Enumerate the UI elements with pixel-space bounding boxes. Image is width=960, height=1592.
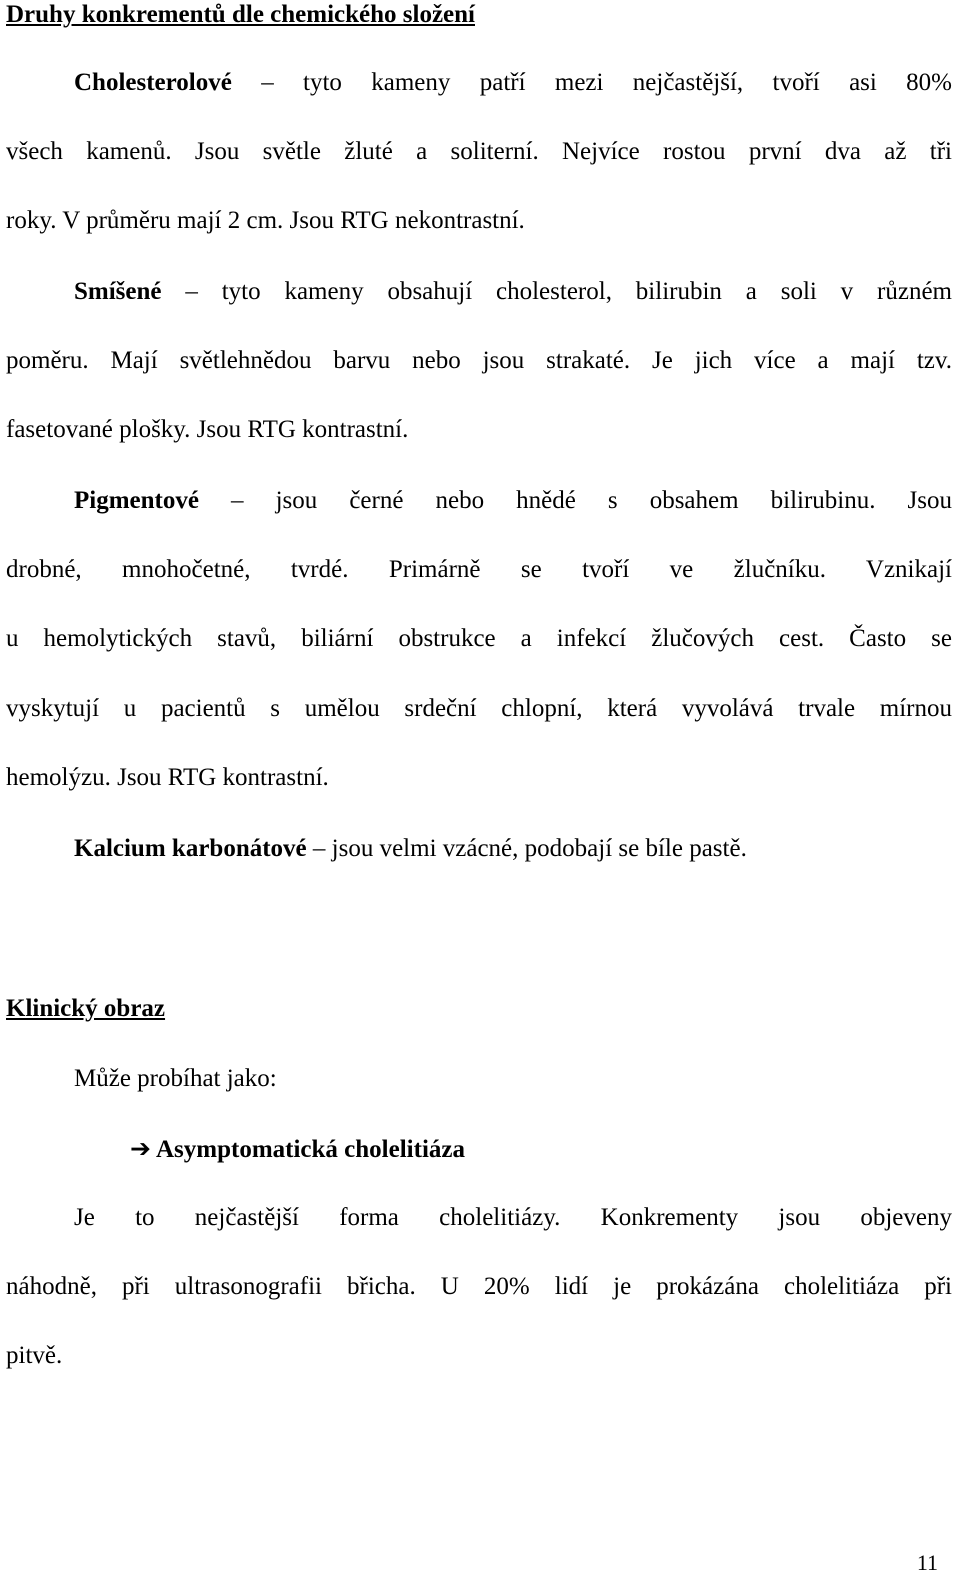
paragraph-cholesterol-line-3: roky. V průměru mají 2 cm. Jsou RTG nekontrastní. [6,207,525,234]
paragraph-cholesterol-line-1 [74,68,952,98]
term-calcium: Kalcium karbonátové [74,835,307,862]
paragraph-pigment-line-2: drobné, mnohočetné, tvrdé. Primárně se tvoří ve žlučníku. Vznikají [6,556,952,583]
paragraph-mixed-line-3: fasetované plošky. Jsou RTG kontrastní. [6,416,409,443]
term-mixed: Smíšené [74,278,162,305]
paragraph-pigment-line-5: hemolýzu. Jsou RTG kontrastní. [6,764,329,791]
paragraph-asymptomatic-line-3: pitvě. [6,1342,63,1369]
paragraph-asymptomatic-line-2: náhodně, při ultrasonografii břicha. U 20% lidí je prokázána cholelitiáza při [6,1273,952,1300]
section-heading-chemical-types: Druhy konkrementů dle chemického složení [6,1,475,28]
paragraph-pigment-line-4: vyskytují u pacientů s umělou srdeční chlopní, která vyvolává trvale mírnou [6,695,952,722]
paragraph-pigment-line-1 [74,486,952,516]
text-calcium-1: – jsou velmi vzácné, podobají se bíle pastě. [312,835,747,862]
text-mixed-1: – tyto kameny obsahují cholesterol, bilirubin a soli v různém [185,278,953,305]
page-number: 11 [916,1550,938,1575]
paragraph-mixed-line-1 [74,277,952,307]
text-cholesterol-1: – tyto kameny patří mezi nejčastější, tvoří asi 80% [261,69,952,96]
clinical-intro: Může probíhat jako: [74,1065,277,1092]
term-cholesterol: Cholesterolové [74,69,232,96]
right-arrow-icon: ➔ [130,1134,151,1163]
paragraph-cholesterol-line-2: všech kamenů. Jsou světle žluté a soliterní. Nejvíce rostou první dva až tři [6,138,952,165]
paragraph-calcium-line-1 [74,834,952,864]
list-item-asymptomatic-label: Asymptomatická cholelitiáza [156,1136,465,1163]
text-pigment-1: – jsou černé nebo hnědé s obsahem bilirubinu. Jsou [231,487,952,514]
paragraph-asymptomatic-line-1: Je to nejčastější forma cholelitiázy. Konkrementy jsou objeveny [74,1204,952,1231]
section-heading-clinical-picture: Klinický obraz [6,995,166,1022]
paragraph-pigment-line-3: u hemolytických stavů, biliární obstrukce a infekcí žlučových cest. Často se [6,625,952,652]
paragraph-mixed-line-2: poměru. Mají světlehnědou barvu nebo jsou strakaté. Je jich více a mají tzv. [6,347,952,374]
list-item-asymptomatic [130,1134,960,1165]
term-pigment: Pigmentové [74,487,199,514]
